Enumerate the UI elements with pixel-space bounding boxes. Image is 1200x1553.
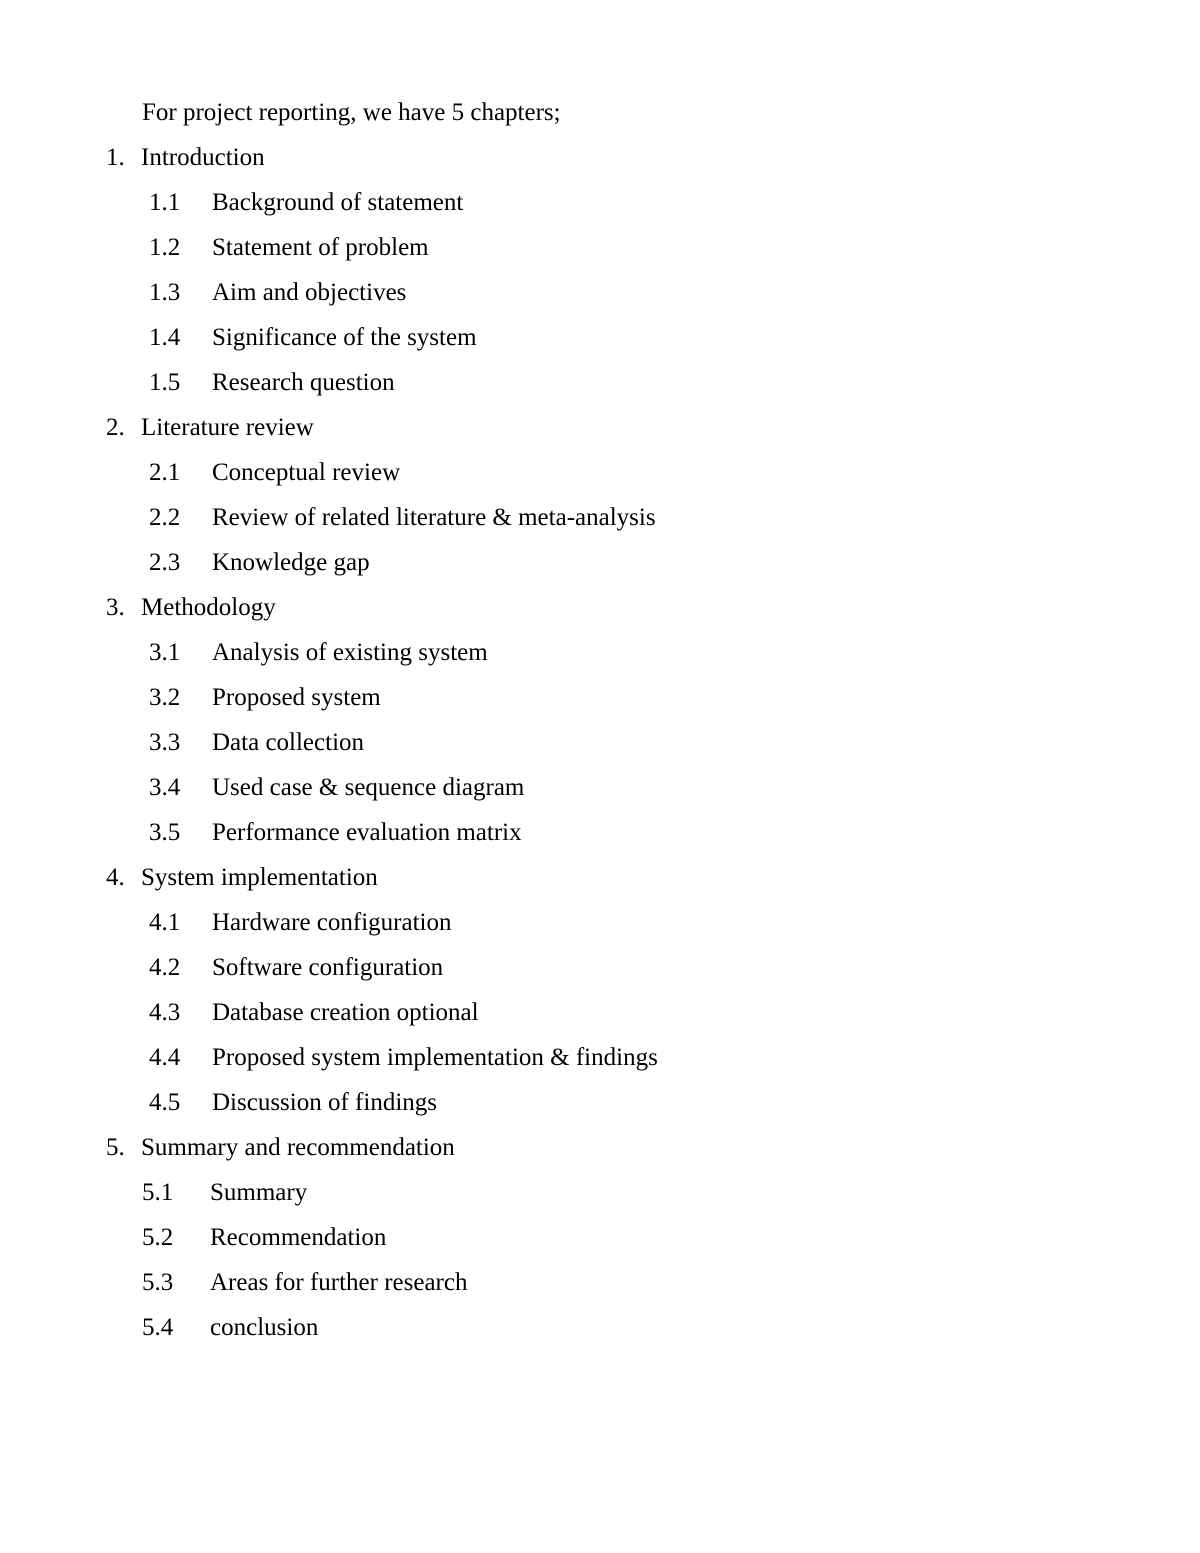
section-title: Hardware configuration [212, 909, 452, 936]
section-title: Performance evaluation matrix [212, 819, 522, 846]
section-item [0, 1223, 1200, 1268]
section-number: 3.3 [149, 729, 181, 756]
section-item [0, 683, 1200, 728]
chapter-title: Literature review [141, 414, 314, 441]
section-number: 3.2 [149, 684, 181, 711]
section-number: 2.3 [149, 549, 181, 576]
chapter-5-group [0, 1133, 1200, 1358]
section-title: Knowledge gap [212, 549, 370, 576]
section-number: 4.5 [149, 1089, 181, 1116]
chapter-heading [0, 593, 1200, 638]
section-title: Software configuration [212, 954, 444, 981]
section-item [0, 773, 1200, 818]
section-item [0, 368, 1200, 413]
chapter-1-group [0, 143, 1200, 413]
section-title: conclusion [210, 1314, 319, 1341]
section-title: Discussion of findings [212, 1089, 437, 1116]
section-number: 1.2 [149, 234, 181, 261]
chapter-number: 4. [106, 864, 125, 891]
section-number: 1.1 [149, 189, 181, 216]
section-item [0, 548, 1200, 593]
section-item [0, 233, 1200, 278]
chapter-4-group [0, 863, 1200, 1133]
chapter-heading [0, 1133, 1200, 1178]
section-number: 1.5 [149, 369, 181, 396]
section-item [0, 1268, 1200, 1313]
chapter-heading [0, 413, 1200, 458]
section-item [0, 1088, 1200, 1133]
section-title: Proposed system [212, 684, 381, 711]
section-item [0, 953, 1200, 998]
section-item [0, 458, 1200, 503]
section-title: Analysis of existing system [212, 639, 488, 666]
section-number: 5.4 [142, 1314, 174, 1341]
section-item [0, 908, 1200, 953]
section-item [0, 323, 1200, 368]
intro-text: For project reporting, we have 5 chapters; [142, 99, 561, 126]
section-number: 2.1 [149, 459, 181, 486]
section-title: Statement of problem [212, 234, 429, 261]
chapter-number: 5. [106, 1134, 125, 1161]
section-title: Areas for further research [210, 1269, 468, 1296]
section-title: Used case & sequence diagram [212, 774, 525, 801]
section-item [0, 1178, 1200, 1223]
chapter-heading [0, 143, 1200, 188]
chapter-3-group [0, 593, 1200, 863]
section-number: 1.4 [149, 324, 181, 351]
section-item [0, 998, 1200, 1043]
section-title: Review of related literature & meta-analysis [212, 504, 656, 531]
section-item [0, 278, 1200, 323]
section-item [0, 1043, 1200, 1088]
section-number: 4.4 [149, 1044, 181, 1071]
chapter-title: Introduction [141, 144, 265, 171]
chapter-heading [0, 863, 1200, 908]
section-title: Conceptual review [212, 459, 401, 486]
section-item [0, 503, 1200, 548]
section-title: Summary [210, 1179, 308, 1206]
chapter-2-group [0, 413, 1200, 593]
section-number: 3.1 [149, 639, 181, 666]
section-number: 2.2 [149, 504, 181, 531]
chapter-list [0, 143, 1200, 1358]
section-title: Background of statement [212, 189, 464, 216]
section-item [0, 728, 1200, 773]
section-title: Recommendation [210, 1224, 387, 1251]
section-item [0, 1313, 1200, 1358]
section-item [0, 188, 1200, 233]
section-title: Aim and objectives [212, 279, 407, 306]
chapter-title: System implementation [141, 864, 378, 891]
section-item [0, 638, 1200, 683]
section-number: 1.3 [149, 279, 181, 306]
section-title: Proposed system implementation & findings [212, 1044, 658, 1071]
section-number: 4.2 [149, 954, 181, 981]
section-number: 4.1 [149, 909, 181, 936]
section-number: 3.5 [149, 819, 181, 846]
chapter-number: 1. [106, 144, 125, 171]
section-item [0, 818, 1200, 863]
section-title: Significance of the system [212, 324, 477, 351]
chapter-title: Methodology [141, 594, 276, 621]
section-title: Research question [212, 369, 395, 396]
section-title: Database creation optional [212, 999, 479, 1026]
section-number: 5.1 [142, 1179, 174, 1206]
section-title: Data collection [212, 729, 365, 756]
section-number: 3.4 [149, 774, 181, 801]
section-number: 5.2 [142, 1224, 174, 1251]
chapter-number: 2. [106, 414, 125, 441]
section-number: 5.3 [142, 1269, 174, 1296]
chapter-title: Summary and recommendation [141, 1134, 455, 1161]
section-number: 4.3 [149, 999, 181, 1026]
chapter-number: 3. [106, 594, 125, 621]
